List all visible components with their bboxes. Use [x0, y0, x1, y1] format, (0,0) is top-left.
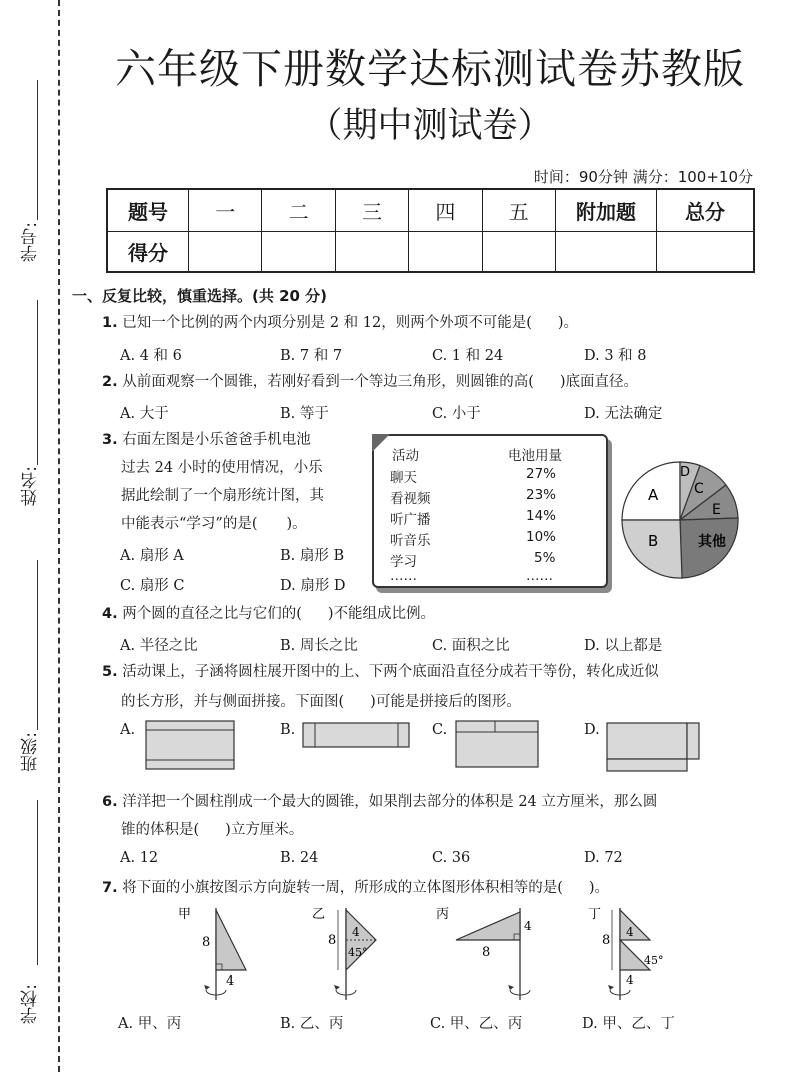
- score-cell: 总分: [657, 189, 755, 231]
- pie-label-e: E: [712, 502, 721, 518]
- question-number: 3.: [102, 432, 118, 448]
- flag-jia-label: 甲: [178, 907, 192, 922]
- option-a[interactable]: A. 4 和 6: [120, 348, 182, 364]
- card-activity: 看视频: [390, 491, 431, 507]
- card-usage: 10%: [526, 529, 557, 545]
- card-row: [390, 550, 590, 570]
- question-text: 右面左图是小乐爸爸手机电池: [122, 432, 311, 448]
- binding-dashed-line: [58, 0, 60, 1072]
- question-number: 1.: [102, 315, 118, 331]
- dim-label: 4: [352, 925, 360, 939]
- option-b[interactable]: B. 等于: [280, 406, 329, 422]
- dim-label: 4: [626, 973, 634, 987]
- page-subtitle: （期中测试卷）: [307, 106, 553, 146]
- score-cell: 三: [335, 189, 408, 231]
- option-c[interactable]: C. 36: [432, 850, 471, 866]
- student-id-label: 学号:: [21, 222, 41, 262]
- question-text: 锥的体积是(: [121, 822, 200, 838]
- score-label-cell: 得分: [107, 231, 189, 272]
- question-number: 7.: [102, 880, 118, 896]
- question-7: [102, 878, 609, 898]
- option-d[interactable]: D. 无法确定: [584, 406, 663, 422]
- card-activity: 听音乐: [390, 533, 431, 549]
- card-usage: 23%: [526, 487, 557, 503]
- card-fold-corner: [372, 434, 390, 452]
- question-text: )底面直径。: [559, 374, 639, 390]
- question-text: 已知一个比例的两个内项分别是 2 和 12，则两个外项不可能是(: [122, 315, 532, 331]
- option-c[interactable]: C. 扇形 C: [120, 578, 185, 594]
- card-row: [390, 568, 590, 588]
- question-number: 2.: [102, 374, 118, 390]
- name-label: 姓名:: [21, 466, 41, 506]
- score-input-cell[interactable]: [189, 231, 262, 272]
- score-input-cell[interactable]: [482, 231, 555, 272]
- dim-label: 4: [524, 919, 532, 933]
- flag-ding-figure: [582, 904, 682, 1004]
- card-usage: 5%: [534, 550, 556, 566]
- figure-option-b: [302, 722, 410, 748]
- option-c[interactable]: C. 面积之比: [432, 638, 510, 654]
- question-number: 5.: [102, 664, 118, 680]
- flag-bing-label: 丙: [436, 907, 450, 922]
- score-cell: 一: [189, 189, 262, 231]
- pie-label-other: 其他: [698, 534, 726, 550]
- score-cell: 附加题: [556, 189, 657, 231]
- question-text: 活动课上，子涵将圆柱展开图中的上、下两个底面沿直径分成若干等份，转化成近似: [122, 664, 659, 680]
- question-5-line2: [121, 692, 521, 712]
- score-value-row: [107, 231, 754, 272]
- option-b[interactable]: B. 24: [280, 850, 319, 866]
- card-usage: 27%: [526, 466, 557, 482]
- option-b[interactable]: B. 周长之比: [280, 638, 358, 654]
- dim-label: 8: [602, 933, 611, 948]
- class-rule: [37, 560, 38, 730]
- question-text: 从前面观察一个圆锥，若刚好看到一个等边三角形，则圆锥的高(: [122, 374, 534, 390]
- student-id-rule: [37, 80, 38, 220]
- question-text: )可能是拼接后的图形。: [370, 694, 521, 710]
- option-b[interactable]: B. 扇形 B: [280, 548, 345, 564]
- score-input-cell[interactable]: [262, 231, 335, 272]
- option-d[interactable]: D. 扇形 D: [280, 578, 346, 594]
- score-cell: 题号: [107, 189, 189, 231]
- question-1: [102, 313, 578, 333]
- option-b[interactable]: B. 7 和 7: [280, 348, 343, 364]
- card-header-usage: 电池用量: [508, 448, 562, 464]
- dim-label: 8: [482, 945, 491, 960]
- question-text: 的长方形，并与侧面拼接。下面图(: [121, 694, 345, 710]
- card-usage: ……: [526, 568, 553, 584]
- score-input-cell[interactable]: [657, 231, 755, 272]
- question-text: 洋洋把一个圆柱削成一个最大的圆锥，如果削去部分的体积是 24 立方厘米，那么圆: [122, 794, 658, 810]
- card-row: [390, 487, 590, 507]
- score-cell: 五: [482, 189, 555, 231]
- dim-label: 4: [626, 925, 634, 939]
- question-text: 据此绘制了一个扇形统计图，其: [121, 488, 324, 504]
- school-label: 学校:: [21, 984, 41, 1024]
- card-usage: 14%: [526, 508, 557, 524]
- question-text: 将下面的小旗按图示方向旋转一周，所形成的立体图形体积相等的是(: [122, 880, 563, 896]
- option-a[interactable]: A.: [120, 722, 136, 738]
- question-text: )不能组成比例。: [327, 606, 436, 622]
- score-table: [106, 188, 755, 273]
- score-input-cell[interactable]: [409, 231, 482, 272]
- option-a[interactable]: A. 大于: [120, 406, 169, 422]
- question-number: 6.: [102, 794, 118, 810]
- option-b[interactable]: B. 乙、丙: [280, 1016, 344, 1032]
- score-cell: 二: [262, 189, 335, 231]
- card-row: [390, 466, 590, 486]
- option-d[interactable]: D. 3 和 8: [584, 348, 647, 364]
- flag-yi-label: 乙: [312, 907, 326, 922]
- score-input-cell[interactable]: [335, 231, 408, 272]
- option-c[interactable]: C. 1 和 24: [432, 348, 504, 364]
- card-activity: ……: [390, 568, 417, 584]
- pie-label-d: D: [680, 465, 691, 480]
- flag-jia-figure: [170, 904, 260, 1004]
- question-text: 两个圆的直径之比与它们的(: [122, 606, 302, 622]
- pie-label-b: B: [648, 532, 659, 550]
- question-text: )。: [588, 880, 610, 896]
- school-rule: [37, 800, 38, 965]
- figure-option-a: [145, 720, 235, 770]
- card-activity: 学习: [390, 554, 417, 570]
- figure-option-d: [606, 722, 702, 772]
- option-a[interactable]: A. 甲、丙: [118, 1016, 182, 1032]
- flag-yi-figure: [308, 904, 398, 1004]
- card-row: [390, 508, 590, 528]
- option-a[interactable]: A. 半径之比: [120, 638, 198, 654]
- question-6-line2: [121, 820, 303, 840]
- section-heading: 一、反复比较，慎重选择。(共 20 分): [72, 287, 328, 305]
- question-text: 中能表示“学习”的是( )。: [121, 516, 307, 532]
- question-3: [102, 430, 311, 450]
- option-a[interactable]: A. 12: [120, 850, 159, 866]
- option-c[interactable]: C. 甲、乙、丙: [430, 1016, 523, 1032]
- angle-label: 45°: [644, 954, 664, 967]
- option-d[interactable]: D.: [584, 722, 600, 738]
- card-row: [390, 529, 590, 549]
- question-6: [102, 792, 657, 812]
- question-2: [102, 372, 638, 392]
- figure-option-c: [455, 720, 539, 768]
- option-b[interactable]: B.: [280, 722, 296, 738]
- time-score-info: 时间：90分钟 满分：100+10分: [533, 168, 753, 186]
- option-d[interactable]: D. 72: [584, 850, 623, 866]
- score-input-cell[interactable]: [556, 231, 657, 272]
- score-cell: 四: [409, 189, 482, 231]
- option-d[interactable]: D. 以上都是: [584, 638, 663, 654]
- question-text: )。: [557, 315, 579, 331]
- card-activity: 聊天: [390, 470, 417, 486]
- page-title: 六年级下册数学达标测试卷苏教版: [115, 45, 745, 93]
- option-c[interactable]: C. 小于: [432, 406, 481, 422]
- flag-ding-label: 丁: [588, 907, 602, 922]
- card-header-row: [390, 444, 590, 464]
- angle-label: 45°: [348, 946, 368, 959]
- pie-label-a: A: [648, 486, 659, 504]
- option-a[interactable]: A. 扇形 A: [120, 548, 184, 564]
- dim-label: 8: [202, 935, 211, 950]
- card-header-activity: 活动: [392, 448, 419, 464]
- name-rule: [37, 300, 38, 465]
- score-header-row: [107, 189, 754, 231]
- battery-usage-card: [372, 434, 608, 588]
- question-text: 过去 24 小时的使用情况，小乐: [121, 460, 323, 476]
- flag-bing-figure: [432, 904, 542, 1004]
- pie-chart: [618, 458, 742, 582]
- class-label: 班级:: [21, 732, 41, 772]
- option-c[interactable]: C.: [432, 722, 448, 738]
- dim-label: 8: [328, 933, 337, 948]
- dim-label: 4: [226, 974, 235, 989]
- card-activity: 听广播: [390, 512, 431, 528]
- pie-label-c: C: [694, 481, 704, 497]
- question-4: [102, 604, 435, 624]
- option-d[interactable]: D. 甲、乙、丁: [582, 1016, 675, 1032]
- question-text: )立方厘米。: [225, 822, 304, 838]
- question-5: [102, 662, 659, 682]
- question-number: 4.: [102, 606, 118, 622]
